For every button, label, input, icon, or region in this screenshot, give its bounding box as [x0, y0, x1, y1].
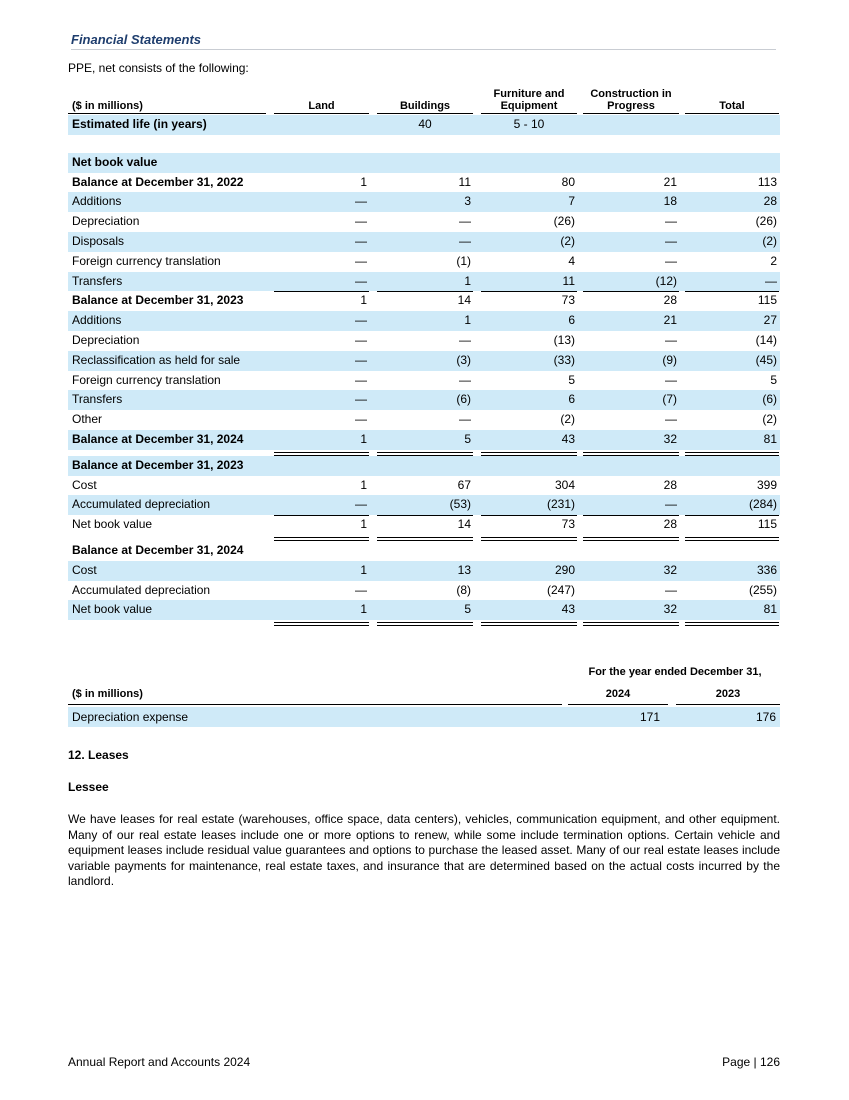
row-label: Foreign currency translation: [72, 253, 221, 268]
double-underline: [481, 537, 577, 538]
double-underline: [481, 625, 577, 626]
depreciation-expense-row: [68, 707, 780, 727]
lessee-paragraph: We have leases for real estate (warehouses, office space, data centers), vehicles, communication equipment, and other equipment. Many of our real estate leases include one or more options to renew, while some include termination options. Certain vehicle and equipment leases include residual value guarantees and options to purchase the leased asset. Many of our real estate leases include variable payments for maintenance, real estate taxes, and insurance that are determined based on the actual costs incurred by the landlord.: [68, 812, 780, 888]
double-underline: [583, 452, 679, 453]
cell-land: —: [355, 352, 367, 367]
cell-buildings: (1): [456, 253, 471, 268]
cell-land: —: [355, 253, 367, 268]
row-label: Other: [72, 412, 103, 427]
cell-buildings: —: [459, 233, 471, 248]
double-underline: [274, 622, 369, 623]
cell-furniture: (33): [553, 352, 575, 367]
header-furniture-line1: Furniture and: [493, 88, 565, 100]
table-row: [68, 212, 780, 232]
table-row: [68, 561, 780, 581]
table-row: [68, 390, 780, 410]
cell-construction: —: [665, 582, 677, 597]
header-furniture: [481, 88, 577, 112]
cell-construction: —: [665, 372, 677, 387]
cell-land: 1: [360, 431, 367, 446]
cell-land: 1: [360, 562, 367, 577]
double-underline: [685, 622, 779, 623]
depreciation-period-header: For the year ended December 31,: [588, 666, 762, 678]
depreciation-year-2024: 2024: [605, 688, 631, 700]
cell-total: 28: [763, 194, 777, 209]
double-underline: [377, 537, 473, 538]
header-buildings: Buildings: [399, 100, 451, 112]
cell-furniture: 6: [568, 392, 575, 407]
estimated-life-buildings: 40: [418, 117, 432, 131]
cell-land: —: [355, 194, 367, 209]
table-row: [68, 272, 780, 292]
cell-construction: —: [665, 332, 677, 347]
double-underline: [685, 625, 779, 626]
row-label: Net book value: [72, 602, 153, 617]
ppe-table-header: [68, 82, 780, 112]
cell-total: (284): [748, 497, 777, 512]
row-label: Depreciation: [72, 214, 140, 229]
table-row: [68, 192, 780, 212]
cell-construction: (9): [662, 352, 677, 367]
cell-construction: (12): [655, 273, 677, 288]
cell-furniture: 73: [561, 293, 575, 308]
cell-land: 1: [360, 602, 367, 617]
cell-total: 336: [756, 562, 777, 577]
balance-2024-heading: [68, 541, 780, 561]
cell-total: (2): [762, 233, 777, 248]
cell-buildings: 1: [464, 273, 471, 288]
row-label: Cost: [72, 562, 97, 577]
cell-buildings: (8): [456, 582, 471, 597]
cell-construction: 21: [663, 174, 677, 189]
double-underline: [685, 537, 779, 538]
balance-2023-heading: [68, 456, 780, 476]
cell-furniture: 7: [568, 194, 575, 209]
depreciation-expense-label: Depreciation expense: [72, 710, 189, 724]
cell-buildings: —: [459, 214, 471, 229]
depreciation-label-header: ($ in millions): [72, 688, 143, 700]
table-row: [68, 291, 780, 311]
cell-land: —: [355, 582, 367, 597]
cell-furniture: 304: [554, 477, 575, 492]
cell-furniture: (247): [546, 582, 575, 597]
cell-total: 113: [757, 174, 777, 189]
cell-land: 1: [360, 293, 367, 308]
cell-construction: 32: [663, 431, 677, 446]
double-underline: [481, 452, 577, 453]
cell-total: 81: [763, 431, 777, 446]
cell-furniture: 73: [561, 517, 575, 532]
row-label: Accumulated depreciation: [72, 582, 211, 597]
footer-page-number: Page | 126: [722, 1055, 780, 1069]
cell-buildings: 14: [457, 293, 471, 308]
depreciation-expense-2024: 171: [639, 710, 660, 724]
cell-land: 1: [360, 517, 367, 532]
cell-buildings: 14: [457, 517, 471, 532]
lessee-heading: Lessee: [68, 780, 109, 794]
depreciation-column-header-row: [68, 684, 780, 704]
cell-total: 399: [756, 477, 777, 492]
cell-land: —: [355, 332, 367, 347]
table-row: [68, 495, 780, 515]
header-label: ($ in millions): [72, 100, 143, 112]
table-row: [68, 430, 780, 450]
double-underline: [481, 622, 577, 623]
cell-land: 1: [360, 477, 367, 492]
table-row: [68, 331, 780, 351]
cell-total: 115: [757, 517, 777, 532]
cell-construction: 32: [663, 562, 677, 577]
intro-text: PPE, net consists of the following:: [68, 61, 249, 75]
cell-construction: 18: [663, 194, 677, 209]
cell-buildings: 5: [464, 431, 471, 446]
cell-total: 5: [770, 372, 777, 387]
row-label: Balance at December 31, 2023: [72, 293, 244, 308]
depreciation-expense-2023: 176: [755, 710, 776, 724]
table-row: [68, 232, 780, 252]
header-furniture-line2: Equipment: [500, 100, 558, 112]
balance-2024-rows: [68, 561, 780, 620]
double-underline: [377, 622, 473, 623]
table-row: [68, 410, 780, 430]
balance-2023-heading-label: Balance at December 31, 2023: [72, 457, 244, 472]
double-underline: [583, 622, 679, 623]
cell-buildings: —: [459, 412, 471, 427]
cell-land: —: [355, 273, 367, 288]
row-label: Reclassification as held for sale: [72, 352, 241, 367]
cell-furniture: (2): [560, 233, 575, 248]
row-label: Additions: [72, 194, 122, 209]
balance-2024-heading-label: Balance at December 31, 2024: [72, 542, 244, 557]
cell-furniture: (231): [546, 497, 575, 512]
cell-total: 115: [757, 293, 777, 308]
cell-buildings: 1: [464, 313, 471, 328]
cell-buildings: 3: [464, 194, 471, 209]
header-construction-line1: Construction in: [590, 88, 672, 100]
cell-construction: —: [665, 497, 677, 512]
cell-furniture: 6: [568, 313, 575, 328]
cell-furniture: (26): [553, 214, 575, 229]
cell-furniture: 11: [562, 273, 575, 288]
header-construction: [583, 88, 679, 112]
depreciation-period-header-row: [68, 666, 780, 684]
cell-total: —: [765, 273, 777, 288]
estimated-life-label: Estimated life (in years): [72, 117, 207, 131]
cell-construction: 21: [663, 313, 677, 328]
cell-total: 2: [770, 253, 777, 268]
cell-land: —: [355, 214, 367, 229]
cell-total: (14): [755, 332, 777, 347]
rollforward-rows: [68, 173, 780, 450]
table-row: [68, 311, 780, 331]
cell-land: —: [355, 412, 367, 427]
cell-land: —: [355, 233, 367, 248]
double-underline: [274, 625, 369, 626]
row-label: Depreciation: [72, 332, 140, 347]
row-label: Foreign currency translation: [72, 372, 221, 387]
cell-furniture: (13): [553, 332, 575, 347]
leases-heading: 12. Leases: [68, 748, 129, 762]
cell-buildings: (3): [456, 352, 471, 367]
cell-total: (6): [762, 392, 777, 407]
row-label: Balance at December 31, 2024: [72, 431, 244, 446]
cell-buildings: 5: [464, 602, 471, 617]
cell-construction: —: [665, 233, 677, 248]
cell-construction: —: [665, 214, 677, 229]
cell-construction: 32: [663, 602, 677, 617]
table-row: [68, 351, 780, 371]
table-row: [68, 173, 780, 193]
row-label: Disposals: [72, 233, 125, 248]
section-title: Financial Statements: [71, 32, 776, 50]
cell-furniture: 290: [554, 562, 575, 577]
spacer-row: [68, 135, 780, 153]
cell-construction: 28: [663, 477, 677, 492]
cell-total: (26): [755, 214, 777, 229]
balance-2023-rows: [68, 476, 780, 535]
estimated-life-row: [68, 115, 780, 135]
cell-furniture: (2): [560, 412, 575, 427]
row-label: Net book value: [72, 517, 153, 532]
table-row: [68, 600, 780, 620]
cell-buildings: (53): [449, 497, 471, 512]
double-underline: [685, 452, 779, 453]
row-label: Transfers: [72, 392, 123, 407]
row-label: Additions: [72, 313, 122, 328]
cell-buildings: 67: [457, 477, 471, 492]
cell-land: —: [355, 372, 367, 387]
table-row: [68, 515, 780, 535]
table-row: [68, 581, 780, 601]
table-row: [68, 476, 780, 496]
cell-total: (255): [748, 582, 777, 597]
double-underline: [274, 452, 369, 453]
cell-furniture: 43: [561, 602, 575, 617]
cell-buildings: 13: [457, 562, 471, 577]
row-label: Cost: [72, 477, 97, 492]
cell-total: 27: [763, 313, 777, 328]
cell-land: —: [355, 392, 367, 407]
cell-construction: 28: [663, 517, 677, 532]
cell-land: —: [355, 313, 367, 328]
cell-furniture: 43: [561, 431, 575, 446]
cell-total: (45): [755, 352, 777, 367]
header-land: Land: [308, 100, 335, 112]
depreciation-year-2023: 2023: [715, 688, 741, 700]
double-underline: [583, 537, 679, 538]
ppe-table: [68, 82, 780, 620]
table-row: [68, 252, 780, 272]
row-label: Accumulated depreciation: [72, 497, 211, 512]
cell-furniture: 80: [561, 174, 575, 189]
net-book-value-heading-label: Net book value: [72, 154, 158, 169]
footer-report-title: Annual Report and Accounts 2024: [68, 1055, 251, 1069]
double-underline: [583, 625, 679, 626]
cell-construction: —: [665, 412, 677, 427]
double-underline: [377, 625, 473, 626]
double-underline: [274, 537, 369, 538]
cell-land: 1: [360, 174, 367, 189]
cell-buildings: 11: [458, 174, 471, 189]
cell-construction: —: [665, 253, 677, 268]
cell-furniture: 4: [568, 253, 575, 268]
estimated-life-furniture: 5 - 10: [513, 117, 545, 131]
header-construction-line2: Progress: [607, 100, 655, 112]
row-label: Balance at December 31, 2022: [72, 174, 244, 189]
header-total: Total: [719, 100, 745, 112]
cell-buildings: —: [459, 372, 471, 387]
depreciation-table: [68, 666, 780, 727]
cell-buildings: (6): [456, 392, 471, 407]
cell-land: —: [355, 497, 367, 512]
cell-total: (2): [762, 412, 777, 427]
net-book-value-heading: [68, 153, 780, 173]
cell-construction: 28: [663, 293, 677, 308]
cell-furniture: 5: [568, 372, 575, 387]
cell-buildings: —: [459, 332, 471, 347]
double-underline: [377, 452, 473, 453]
table-row: [68, 371, 780, 391]
cell-construction: (7): [662, 392, 677, 407]
cell-total: 81: [763, 602, 777, 617]
row-label: Transfers: [72, 273, 123, 288]
